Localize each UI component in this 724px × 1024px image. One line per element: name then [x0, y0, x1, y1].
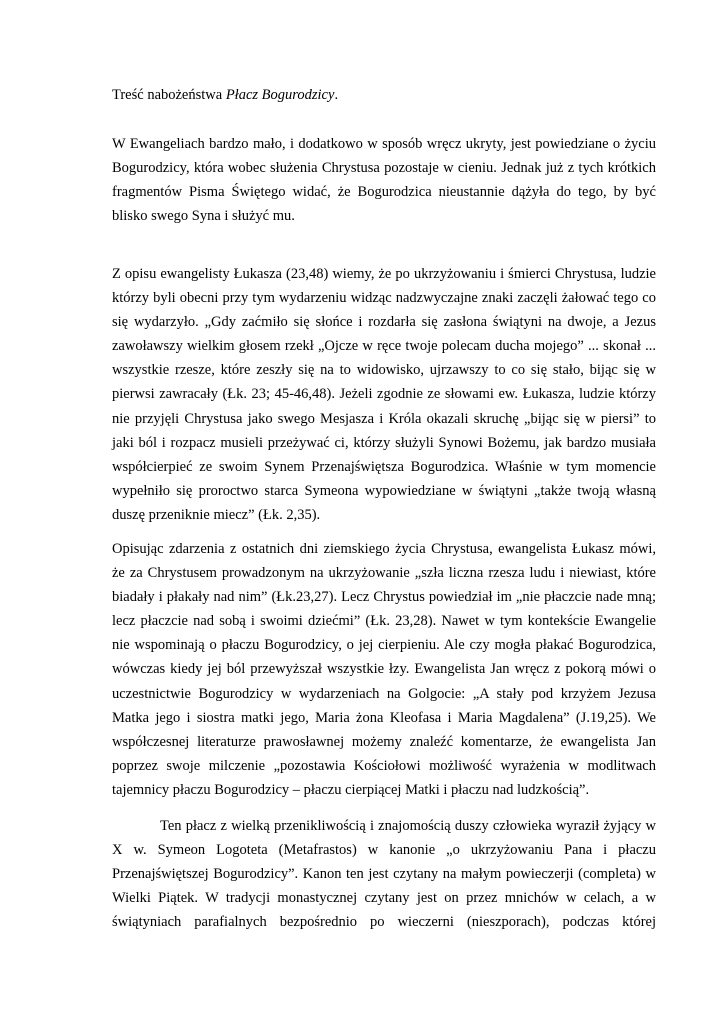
paragraph-line: współcierpieć ze swoim Synem Przenajświętsza Bogurodzica. Właśnie w tym momencie: [112, 458, 656, 475]
paragraph-line: że za Chrystusem prowadzonym na ukrzyżowanie „szła liczna rzesza ludu i niewiast, które: [112, 565, 656, 582]
paragraph-line: fragmentów Pisma Świętego widać, że Bogurodzica nieustannie dążyła do tego, by być: [112, 184, 656, 201]
paragraph-line: się wydarzyło. „Gdy zaćmiło się słońce i rozdarła się zasłona świątyni na dwoje, a Jezus: [112, 314, 656, 331]
paragraph-line: Przenajświętszej Bogurodzicy”. Kanon ten jest czytany na małym powieczerji (completa) w: [112, 866, 656, 883]
paragraph-line: uczestnictwie Bogurodzicy w wydarzeniach na Golgocie: „A stały pod krzyżem Jezusa: [112, 685, 656, 702]
paragraph-line: Opisując zdarzenia z ostatnich dni ziemskiego życia Chrystusa, ewangelista Łukasz mówi,: [112, 541, 656, 557]
paragraph-line: duszę przeniknie miecz” (Łk. 2,35).: [112, 506, 321, 523]
paragraph-line: poprzez swoje milczenie „pozostawia Kościołowi możliwość wyrażenia w modlitwach: [112, 757, 656, 774]
paragraph-line: pierwsi zawracały (Łk. 23; 45-46,48). Jeżeli zgodnie ze słowami ew. Łukasza, ludzie którzy: [112, 386, 656, 403]
paragraph-line: jaki ból i rozpacz musieli przeżywać ci, którzy służyli Synowi Bożemu, jak bardzo musiała: [112, 434, 656, 451]
paragraph-line: którzy byli obecni przy tym wydarzeniu widząc nadzwyczajne znaki zaczęli żałować tego co: [112, 290, 656, 307]
document-page: [112, 0, 656, 1024]
paragraph-line: Bogurodzicy, która wobec służenia Chrystusa pozostaje w cieniu. Jednak już z tych krótkich: [112, 160, 656, 177]
paragraph-line: nie wspominają o płaczu Bogurodzicy, o jej cierpieniu. Ale czy mogła płakać Bogurodzica,: [112, 637, 656, 654]
paragraph-line: blisko swego Syna i służyć mu.: [112, 208, 295, 225]
title-italic: Płacz Bogurodzicy: [225, 87, 335, 103]
paragraph-3: [112, 537, 656, 802]
paragraph-line: wszystkie rzesze, które zeszły się na to widowisko, ujrzawszy to co się stało, bijąc się w: [112, 362, 656, 379]
paragraph-line: X w. Symeon Logoteta (Metafrastos) w kanonie „o ukrzyżowaniu Pana i płaczu: [112, 842, 656, 859]
paragraph-line: świątyniach parafialnych bezpośrednio po wieczerni (nieszporach), podczas której: [112, 914, 656, 931]
paragraph-line: Ten płacz z wielką przenikliwością i znajomością duszy człowieka wyraził żyjący w: [160, 818, 656, 834]
paragraph-line: Matka jego i siostra matki jego, Maria żona Kleofasa i Maria Magdalena” (J.19,25). We: [112, 709, 656, 726]
title-prefix: Treść nabożeństwa: [112, 87, 226, 103]
paragraph-line: nie przyjęli Chrystusa jako swego Mesjasza i Króla okazali skruchę „bijąc się w piersi” to: [112, 410, 656, 427]
paragraph-line: wówczas kiedy jej ból przewyższał wszystkie łzy. Ewangelista Jan wręcz z pokorą mówi o: [112, 661, 656, 678]
paragraph-line: tajemnicy płaczu Bogurodzicy – płaczu cierpiącej Matki i płaczu nad ludzkością”.: [112, 781, 590, 798]
paragraph-2: [112, 262, 656, 527]
paragraph-line: biadały i płakały nad nim” (Łk.23,27). Lecz Chrystus powiedział im „nie płaczcie nade mną;: [112, 589, 656, 606]
title-suffix: .: [334, 87, 339, 103]
paragraph-1: [112, 132, 656, 228]
paragraph-line: współczesnej literaturze prawosławnej możemy znaleźć komentarze, że ewangelista Jan: [112, 733, 656, 750]
paragraph-line: Wielki Piątek. W tradycji monastycznej czytany jest on przez mnichów w celach, a w: [112, 890, 656, 907]
paragraph-line: wypełniło się proroctwo starca Symeona wypowiedziane w świątyni „także twoją własną: [112, 482, 656, 499]
paragraph-line: W Ewangeliach bardzo mało, i dodatkowo w sposób wręcz ukryty, jest powiedziane o życiu: [112, 136, 656, 152]
document-title: [112, 85, 338, 105]
paragraph-4: [112, 814, 656, 934]
paragraph-line: Z opisu ewangelisty Łukasza (23,48) wiemy, że po ukrzyżowaniu i śmierci Chrystusa, ludzie: [112, 266, 656, 282]
paragraph-line: lecz płaczcie nad sobą i swoimi dziećmi” (Łk. 23,28). Nawet w tym kontekście Ewangelie: [112, 613, 656, 630]
paragraph-line: zawoławszy wielkim głosem rzekł „Ojcze w ręce twoje polecam ducha mojego” ... skonał ...: [112, 338, 656, 355]
